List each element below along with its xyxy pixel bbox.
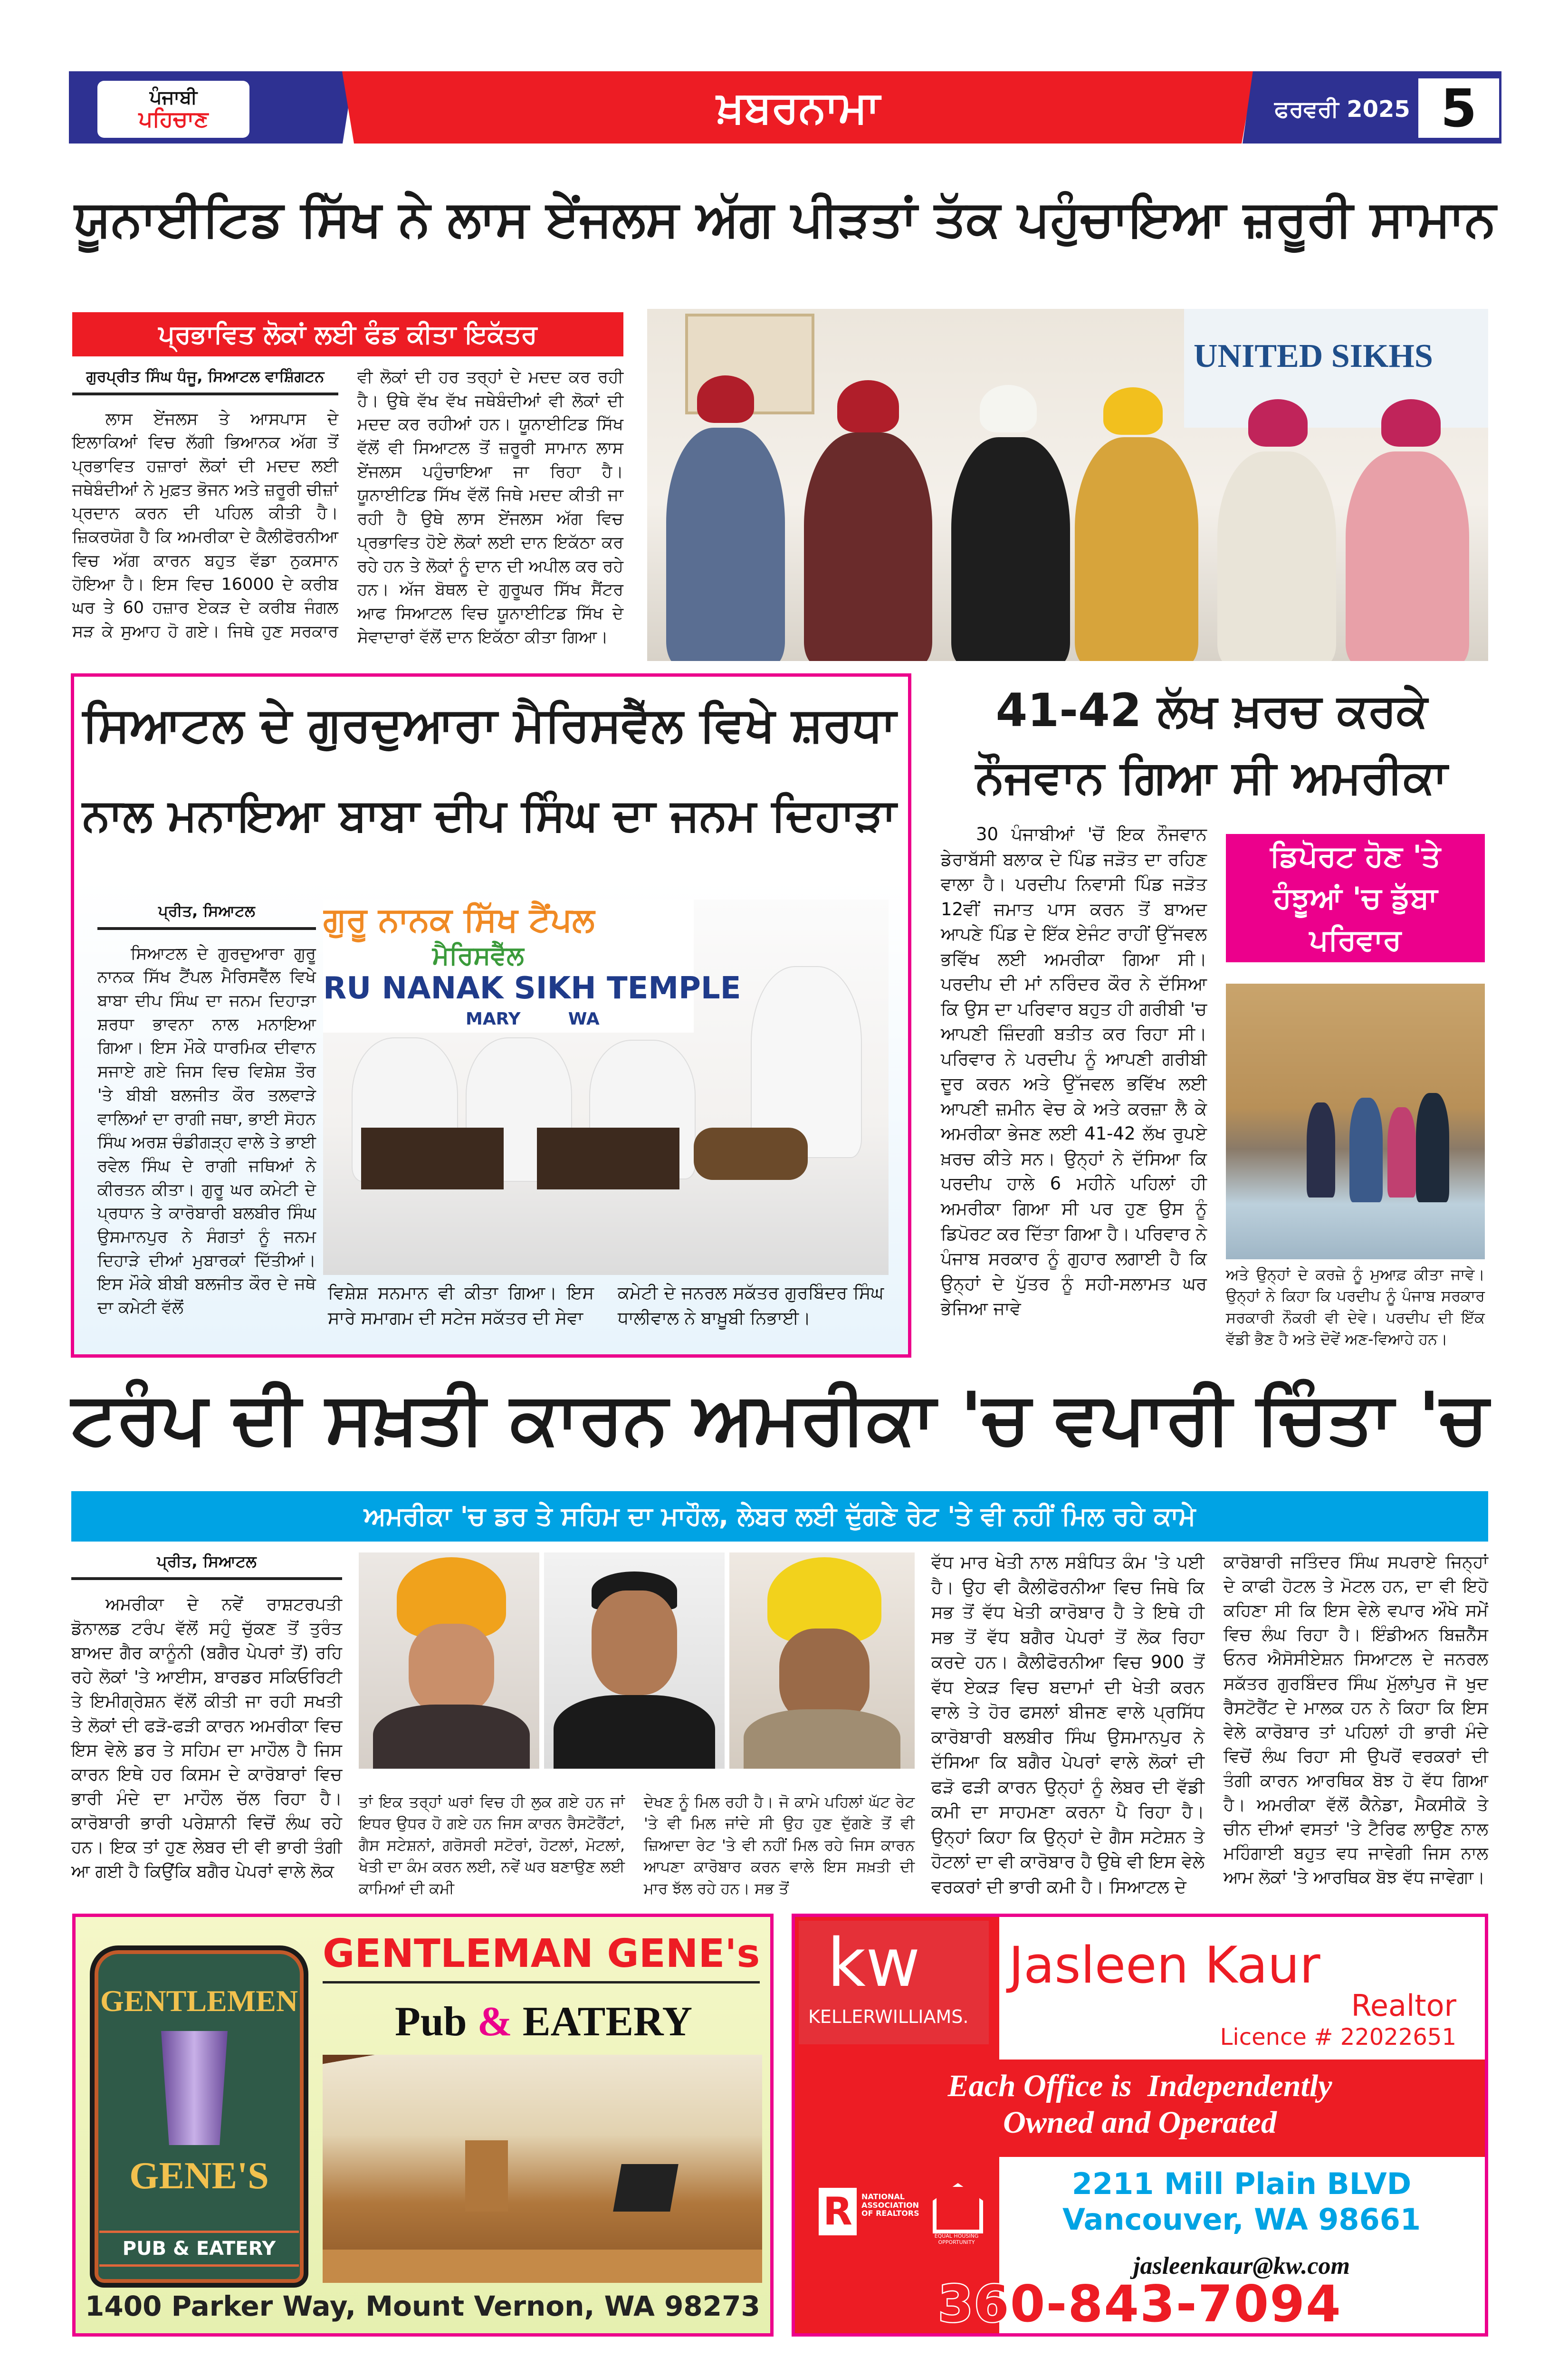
box-title-line1: ਡਿਪੋਰਟ ਹੋਣ 'ਤੇ xyxy=(1270,839,1441,873)
photo-sign-text: UNITED SIKHS xyxy=(1194,338,1433,374)
portrait-photo-1 xyxy=(359,1552,539,1769)
pub-title: GENTLEMAN GENE's xyxy=(323,1931,760,1983)
article2-body-right: ਕਮੇਟੀ ਦੇ ਜਨਰਲ ਸਕੱਤਰ ਗੁਰਬਿੰਦਰ ਸਿੰਘ ਧਾਲੀਵਾਲ ਨੇ ਬਾਖ਼ੂਬੀ ਨਿਭਾਈ। xyxy=(618,1283,884,1328)
tagline-line1: Each Office is Independently xyxy=(947,2069,1332,2103)
box-title-line3: ਪਰਿਵਾਰ xyxy=(1309,922,1402,957)
portrait-photo-2 xyxy=(544,1552,725,1769)
article4-col1 xyxy=(71,1550,342,1902)
pub-address: 1400 Parker Way, Mount Vernon, WA 98273 xyxy=(85,2290,760,2322)
realtor-email[interactable]: jasleenkaur@kw.com xyxy=(1133,2252,1350,2280)
issue-date: ਫਰਵਰੀ 2025 xyxy=(1274,96,1410,123)
tagline-line2: Owned and Operated xyxy=(1003,2105,1277,2140)
article1-text xyxy=(72,366,623,661)
article4-body-col2b: ਦੇਖਣ ਨੂੰ ਮਿਲ ਰਹੀ ਹੈ। ਜੋ ਕਾਮੇ ਪਹਿਲਾਂ ਘੱਟ ਰੇਟ 'ਤੇ ਵੀ ਮਿਲ ਜਾਂਦੇ ਸੀ ਉਹ ਹੁਣ ਦੁੱਗਣੇ ਤੋਂ ਵੀ ਜ਼ਿਆਦਾ ਰੇਟ 'ਤੇ ਵੀ ਨਹੀਂ ਮਿਲ ਰਹੇ ਜਿਸ ਕਾਰਨ ਆਪਣਾ ਕਾਰੋਬਾਰ ਕਰਨ ਵਾਲੇ ਇਸ ਸਖ਼ਤੀ ਦੀ ਮਾਰ ਝੱਲ ਰਹੇ ਹਨ। ਸਭ ਤੋਂ xyxy=(644,1793,915,1897)
pub-interior-photo xyxy=(323,2055,762,2283)
address-line1: 2211 Mill Plain BLVD xyxy=(1071,2166,1412,2201)
article3-box-title xyxy=(1226,834,1485,962)
article4-body-col3: ਵੱਧ ਮਾਰ ਖੇਤੀ ਨਾਲ ਸਬੰਧਿਤ ਕੰਮ 'ਤੇ ਪਈ ਹੈ। ਉਹ ਵੀ ਕੈਲੀਫੋਰਨੀਆ ਵਿਚ ਜਿਥੇ ਕਿ ਸਭ ਤੋਂ ਵੱਧ ਖੇਤੀ ਕਾਰੋਬਾਰ ਹੈ ਤੇ ਇਥੇ ਹੀ ਸਭ ਤੋਂ ਵੱਧ ਬਗੈਰ ਪੇਪਰਾਂ ਤੋਂ ਲੋਕ ਰਿਹਾ ਕਰਦੇ ਹਨ। ਕੈਲੀਫੋਰਨੀਆ ਵਿਚ 900 ਤੋਂ ਵੱਧ ਏਕੜ ਵਿਚ ਬਦਾਮਾਂ ਦੀ ਖੇਤੀ ਕਰਨ ਵਾਲੇ ਤੇ ਹੋਰ ਫਸਲਾਂ ਬੀਜਣ ਵਾਲੇ ਪ੍ਰਸਿੱਧ ਕਾਰੋਬਾਰੀ ਬਲਬੀਰ ਸਿੰਘ ਉਸਮਾਨਪੁਰ ਨੇ ਦੱਸਿਆ ਕਿ ਬਗੈਰ ਪੇਪਰਾਂ ਵਾਲੇ ਲੋਕਾਂ ਦੀ ਫੜੋ ਫੜੀ ਕਾਰਨ ਉਨ੍ਹਾਂ ਨੂੰ ਲੇਬਰ ਦੀ ਵੱਡੀ ਕਮੀ ਦਾ ਸਾਹਮਣਾ ਕਰਨਾ ਪੈ ਰਿਹਾ ਹੈ। ਉਨ੍ਹਾਂ ਕਿਹਾ ਕਿ ਉਨ੍ਹਾਂ ਦੇ ਗੈਸ ਸਟੇਸ਼ਨ ਤੇ ਹੋਟਲਾਂ ਦਾ ਵੀ ਕਾਰੋਬਾਰ ਹੈ ਉਥੇ ਵੀ ਇਸ ਵੇਲੇ ਵਰਕਰਾਂ ਦੀ ਭਾਰੀ ਕਮੀ ਹੈ। ਸਿਆਟਲ ਦੇ xyxy=(931,1552,1205,1897)
article3-body-right: ਅਤੇ ਉਨ੍ਹਾਂ ਦੇ ਕਰਜ਼ੇ ਨੂੰ ਮੁਆਫ਼ ਕੀਤਾ ਜਾਵੇ। ਉਨ੍ਹਾਂ ਨੇ ਕਿਹਾ ਕਿ ਪਰਦੀਪ ਨੂੰ ਪੰਜਾਬ ਸਰਕਾਰ ਸਰਕਾਰੀ ਨੌਕਰੀ ਵੀ ਦੇਵੇ। ਪਰਦੀਪ ਦੀ ਇੱਕ ਵੱਡੀ ਭੈਣ ਹੈ ਅਤੇ ਦੋਵੇਂ ਅਣ-ਵਿਆਹੇ ਹਨ। xyxy=(1226,1265,1485,1349)
pub-subtitle-amp: & xyxy=(477,1999,512,2045)
beer-glass-icon xyxy=(161,2031,228,2145)
realtor-title: Realtor xyxy=(1351,1988,1456,2023)
nar-text: NATIONAL ASSOCIATION OF REALTORS xyxy=(861,2192,919,2218)
section-title: ਖ਼ਬਰਨਾਮਾ xyxy=(717,81,880,133)
article2-text-left xyxy=(97,901,316,1350)
eho-text: EQUAL HOUSING OPPORTUNITY xyxy=(934,2233,979,2245)
article2-body-mid: ਵਿਸ਼ੇਸ਼ ਸਨਮਾਨ ਵੀ ਕੀਤਾ ਗਿਆ। ਇਸ ਸਾਰੇ ਸਮਾਗਮ ਦੀ ਸਟੇਜ ਸਕੱਤਰ ਦੀ ਸੇਵਾ xyxy=(328,1283,594,1328)
photo-sign-gurmukhi: ਗੁਰੂ ਨਾਨਕ ਸਿੱਖ ਟੈਂਪਲ xyxy=(323,900,595,939)
ad-gentleman-genes[interactable] xyxy=(72,1914,774,2337)
pub-subtitle-pub: Pub xyxy=(394,1999,467,2045)
article4-subhead: ਅਮਰੀਕਾ 'ਚ ਡਰ ਤੇ ਸਹਿਮ ਦਾ ਮਾਹੌਲ, ਲੇਬਰ ਲਈ ਦੁੱਗਣੇ ਰੇਟ 'ਤੇ ਵੀ ਨਹੀਂ ਮਿਲ ਰਹੇ ਕਾਮੇ xyxy=(71,1491,1488,1542)
photo-sign-english: RU NANAK SIKH TEMPLE xyxy=(323,971,741,1006)
kw-logo-mark: kw xyxy=(827,1925,920,2002)
realtor-name: Jasleen Kaur xyxy=(1009,1936,1320,1994)
equal-housing-icon xyxy=(933,2183,983,2233)
article4-body-col1: ਅਮਰੀਕਾ ਦੇ ਨਵੇਂ ਰਾਸ਼ਟਰਪਤੀ ਡੋਨਾਲਡ ਟਰੰਪ ਵੱਲੋਂ ਸਹੁੰ ਚੁੱਕਣ ਤੋਂ ਤੁਰੰਤ ਬਾਅਦ ਗੈਰ ਕਾਨੂੰਨੀ (ਬਗੈਰ ਪੇਪਰਾਂ ਤੋਂ) ਰਹਿ ਰਹੇ ਲੋਕਾਂ 'ਤੇ ਆਈਸ, ਬਾਰਡਰ ਸਕਿਓਰਿਟੀ ਤੇ ਇਮੀਗ੍ਰੇਸ਼ਨ ਵੱਲੋਂ ਕੀਤੀ ਜਾ ਰਹੀ ਸਖਤੀ ਤੇ ਲੋਕਾਂ ਦੀ ਫੜੋ-ਫੜੀ ਕਾਰਨ ਅਮਰੀਕਾ ਵਿਚ ਇਸ ਵੇਲੇ ਡਰ ਤੇ ਸਹਿਮ ਦਾ ਮਾਹੌਲ ਹੈ ਜਿਸ ਕਾਰਨ ਇਥੇ ਹਰ ਕਿਸਮ ਦੇ ਕਾਰੋਬਾਰਾਂ ਵਿਚ ਭਾਰੀ ਮੰਦੇ ਦਾ ਮਾਹੌਲ ਚੱਲ ਰਿਹਾ ਹੈ। ਕਾਰੋਬਾਰੀ ਭਾਰੀ ਪਰੇਸ਼ਾਨੀ ਵਿਚੋਂ ਲੰਘ ਰਹੇ ਹਨ। ਇਕ ਤਾਂ ਹੁਣ ਲੇਬਰ ਦੀ ਵੀ ਭਾਰੀ ਤੰਗੀ ਆ ਗਈ ਹੈ ਕਿਉਂਕਿ ਬਗੈਰ ਪੇਪਰਾਂ ਵਾਲੇ ਲੋਕ xyxy=(71,1595,342,1882)
article2-byline: ਪ੍ਰੀਤ, ਸਿਆਟਲ xyxy=(97,901,316,930)
photo-sign-gurmukhi-2: ਮੈਰਿਸਵੈੱਲ xyxy=(432,940,524,970)
pub-sign-bottom: GENE'S xyxy=(129,2155,269,2197)
article2-headline-line2: ਨਾਲ ਮਨਾਇਆ ਬਾਬਾ ਦੀਪ ਸਿੰਘ ਦਾ ਜਨਮ ਦਿਹਾੜਾ xyxy=(82,789,897,841)
article3-photo xyxy=(1226,984,1485,1259)
portrait-photo-3 xyxy=(729,1552,915,1769)
realtor-licence: Licence # 22022651 xyxy=(1220,2024,1456,2050)
article4-body-col4: ਕਾਰੋਬਾਰੀ ਜਤਿੰਦਰ ਸਿੰਘ ਸਪਰਾਏ ਜਿਨ੍ਹਾਂ ਦੇ ਕਾਫੀ ਹੋਟਲ ਤੇ ਮੋਟਲ ਹਨ, ਦਾ ਵੀ ਇਹੋ ਕਹਿਣਾ ਸੀ ਕਿ ਇਸ ਵੇਲੇ ਵਪਾਰ ਔਖੇ ਸਮੇਂ ਵਿਚ ਲੰਘ ਰਿਹਾ ਹੈ। ਇੰਡੀਅਨ ਬਿਜ਼ਨੈੱਸ ਓਨਰ ਐਸੋਸੀਏਸ਼ਨ ਸਿਆਟਲ ਦੇ ਜਨਰਲ ਸਕੱਤਰ ਗੁਰਬਿੰਦਰ ਸਿੰਘ ਮੁੱਲਾਂਪੁਰ ਜੋ ਖੁਦ ਰੈਸਟੋਰੈਂਟ ਦੇ ਮਾਲਕ ਹਨ ਨੇ ਕਿਹਾ ਕਿ ਇਸ ਵੇਲੇ ਕਾਰੋਬਾਰ ਤਾਂ ਪਹਿਲਾਂ ਹੀ ਭਾਰੀ ਮੰਦੇ ਵਿਚੋਂ ਲੰਘ ਰਿਹਾ ਸੀ ਉਪਰੋਂ ਵਰਕਰਾਂ ਦੀ ਤੰਗੀ ਕਾਰਨ ਆਰਥਿਕ ਬੋਝ ਹੋ ਵੱਧ ਗਿਆ ਹੈ। ਅਮਰੀਕਾ ਵੱਲੋਂ ਕੈਨੇਡਾ, ਮੈਕਸੀਕੋ ਤੇ ਚੀਨ ਦੀਆਂ ਵਸਤਾਂ 'ਤੇ ਟੈਰਿਫ ਲਾਉਣ ਨਾਲ ਮਹਿੰਗਾਈ ਬਹੁਤ ਵਧ ਜਾਵੇਗੀ ਜਿਸ ਨਾਲ ਆਮ ਲੋਕਾਂ 'ਤੇ ਆਰਥਿਕ ਬੋਝ ਵੱਧ ਜਾਵੇਗਾ। xyxy=(1224,1552,1488,1888)
photo-sign-english-2: MARY WA xyxy=(466,1009,600,1029)
pub-subtitle xyxy=(327,1998,760,2046)
address-line2: Vancouver, WA 98661 xyxy=(1062,2202,1421,2237)
article1-body: ਲਾਸ ਏਂਜਲਸ ਤੇ ਆਸਪਾਸ ਦੇ ਇਲਾਕਿਆਂ ਵਿਚ ਲੱਗੀ ਭਿਆਨਕ ਅੱਗ ਤੋਂ ਪ੍ਰਭਾਵਿਤ ਹਜ਼ਾਰਾਂ ਲੋਕਾਂ ਦੀ ਮਦਦ ਲਈ ਜਥੇਬੰਦੀਆਂ ਨੇ ਮੁਫ਼ਤ ਭੋਜਨ ਅਤੇ ਜ਼ਰੂਰੀ ਚੀਜ਼ਾਂ ਪ੍ਰਦਾਨ ਕਰਨ ਦੀ ਪਹਿਲ ਕੀਤੀ ਹੈ। ਜ਼ਿਕਰਯੋਗ ਹੈ ਕਿ ਅਮਰੀਕਾ ਦੇ ਕੈਲੀਫੋਰਨੀਆ ਵਿਚ ਅੱਗ ਕਾਰਨ ਬਹੁਤ ਵੱਡਾ ਨੁਕਸਾਨ ਹੋਇਆ ਹੈ। ਇਸ ਵਿਚ 16000 ਦੇ ਕਰੀਬ ਘਰ ਤੇ 60 ਹਜ਼ਾਰ ਏਕੜ ਦੇ ਕਰੀਬ ਜੰਗਲ ਸੜ ਕੇ ਸੁਆਹ ਹੋ ਗਏ। ਜਿਥੇ ਹੁਣ ਸਰਕਾਰ ਵੀ ਲੋਕਾਂ ਦੀ ਹਰ ਤਰ੍ਹਾਂ ਦੇ ਮਦਦ ਕਰ ਰਹੀ ਹੈ। ਉਥੇ ਵੱਖ ਵੱਖ ਜਥੇਬੰਦੀਆਂ ਵੀ ਲੋਕਾਂ ਦੀ ਮਦਦ ਕਰ ਰਹੀਆਂ ਹਨ। ਯੂਨਾਈਟਿਡ ਸਿੱਖ ਵੱਲੋਂ ਵੀ ਸਿਆਟਲ ਤੋਂ ਜ਼ਰੂਰੀ ਸਾਮਾਨ ਲਾਸ ਏਂਜਲਸ ਪਹੁੰਚਾਇਆ ਜਾ ਰਿਹਾ ਹੈ। ਯੂਨਾਈਟਿਡ ਸਿੱਖ ਵੱਲੋਂ ਜਿਥੇ ਮਦਦ ਕੀਤੀ ਜਾ ਰਹੀ ਹੈ ਉਥੇ ਲਾਸ ਏਂਜਲਸ ਅੱਗ ਵਿਚ ਪ੍ਰਭਾਵਿਤ ਹੋਏ ਲੋਕਾਂ ਲਈ ਦਾਨ ਇਕੱਠਾ ਕਰ ਰਹੇ ਹਨ ਤੇ ਲੋਕਾਂ ਨੂੰ ਦਾਨ ਦੀ ਅਪੀਲ ਕਰ ਰਹੇ ਹਨ। ਅੱਜ ਬੋਥਲ ਦੇ ਗੁਰੂਘਰ ਸਿੱਖ ਸੈਂਟਰ ਆਫ ਸਿਆਟਲ ਵਿਚ ਯੂਨਾਈਟਿਡ ਸਿੱਖ ਦੇ ਸੇਵਾਦਾਰਾਂ ਵੱਲੋਂ ਦਾਨ ਇਕੱਠਾ ਕੀਤਾ ਗਿਆ। xyxy=(72,368,623,647)
logo-line2: ਪਹਿਚਾਣ xyxy=(138,105,209,132)
pub-sign-top: GENTLEMEN xyxy=(100,1984,298,2018)
article3-body-left: 30 ਪੰਜਾਬੀਆਂ 'ਚੋਂ ਇਕ ਨੌਜਵਾਨ ਡੇਰਾਬੱਸੀ ਬਲਾਕ ਦੇ ਪਿੰਡ ਜੜੋਤ ਦਾ ਰਹਿਣ ਵਾਲਾ ਹੈ। ਪਰਦੀਪ ਨਿਵਾਸੀ ਪਿੰਡ ਜੜੋਤ 12ਵੀਂ ਜਮਾਤ ਪਾਸ ਕਰਨ ਤੋਂ ਬਾਅਦ ਆਪਣੇ ਪਿੰਡ ਦੇ ਇੱਕ ਏਜੰਟ ਰਾਹੀਂ ਉੱਜਵਲ ਭਵਿੱਖ ਲਈ ਅਮਰੀਕਾ ਗਿਆ ਸੀ। ਪਰਦੀਪ ਦੀ ਮਾਂ ਨਰਿੰਦਰ ਕੌਰ ਨੇ ਦੱਸਿਆ ਕਿ ਉਸ ਦਾ ਪਰਿਵਾਰ ਬਹੁਤ ਹੀ ਗਰੀਬੀ 'ਚ ਆਪਣੀ ਜ਼ਿੰਦਗੀ ਬਤੀਤ ਕਰ ਰਿਹਾ ਸੀ। ਪਰਿਵਾਰ ਨੇ ਪਰਦੀਪ ਨੂੰ ਆਪਣੀ ਗਰੀਬੀ ਦੂਰ ਕਰਨ ਅਤੇ ਉੱਜਵਲ ਭਵਿੱਖ ਲਈ ਆਪਣੀ ਜ਼ਮੀਨ ਵੇਚ ਕੇ ਅਤੇ ਕਰਜ਼ਾ ਲੈ ਕੇ ਅਮਰੀਕਾ ਭੇਜਣ ਲਈ 41-42 ਲੱਖ ਰੁਪਏ ਖ਼ਰਚ ਕੀਤੇ ਸਨ। ਉਨ੍ਹਾਂ ਨੇ ਦੱਸਿਆ ਕਿ ਪਰਦੀਪ ਹਾਲੇ 6 ਮਹੀਨੇ ਪਹਿਲਾਂ ਹੀ ਅਮਰੀਕਾ ਗਿਆ ਸੀ ਪਰ ਹੁਣ ਉਸ ਨੂੰ ਡਿਪੋਰਟ ਕਰ ਦਿੱਤਾ ਗਿਆ ਹੈ। ਪਰਿਵਾਰ ਨੇ ਪੰਜਾਬ ਸਰਕਾਰ ਨੂੰ ਗੁਹਾਰ ਲਗਾਈ ਹੈ ਕਿ ਉਨ੍ਹਾਂ ਦੇ ਪੁੱਤਰ ਨੂੰ ਸਹੀ-ਸਲਾਮਤ ਘਰ ਭੇਜਿਆ ਜਾਵੇ xyxy=(941,824,1207,1319)
box-title-line2: ਹੰਝੂਆਂ 'ਚ ਡੁੱਬਾ xyxy=(1273,881,1438,915)
pub-sign xyxy=(90,1945,308,2288)
article1-headline: ਯੂਨਾਈਟਿਡ ਸਿੱਖ ਨੇ ਲਾਸ ਏਂਜਲਸ ਅੱਗ ਪੀੜਤਾਂ ਤੱਕ ਪਹੁੰਚਾਇਆ ਜ਼ਰੂਰੀ ਸਾਮਾਨ xyxy=(74,190,1496,248)
article4-headline: ਟਰੰਪ ਦੀ ਸਖ਼ਤੀ ਕਾਰਨ ਅਮਰੀਕਾ 'ਚ ਵਪਾਰੀ ਚਿੰਤਾ 'ਚ xyxy=(71,1377,1488,1460)
ad-keller-williams[interactable] xyxy=(792,1914,1488,2337)
realtor-badges xyxy=(814,2174,994,2259)
article4-byline: ਪ੍ਰੀਤ, ਸਿਆਟਲ xyxy=(71,1550,342,1580)
kw-logo-text: KELLERWILLIAMS. xyxy=(808,2006,969,2027)
article3-headline-line1: 41-42 ਲੱਖ ਖ਼ਰਚ ਕਰਕੇ xyxy=(995,684,1428,737)
article1-subhead: ਪ੍ਰਭਾਵਿਤ ਲੋਕਾਂ ਲਈ ਫੰਡ ਕੀਤਾ ਇਕੱਤਰ xyxy=(72,312,623,356)
pub-subtitle-eatery: EATERY xyxy=(522,1999,693,2045)
page-number: 5 xyxy=(1418,78,1499,138)
article2-body-left: ਸਿਆਟਲ ਦੇ ਗੁਰਦੁਆਰਾ ਗੁਰੂ ਨਾਨਕ ਸਿੱਖ ਟੈਂਪਲ ਮੈਰਿਸਵੈੱਲ ਵਿਖੇ ਬਾਬਾ ਦੀਪ ਸਿੰਘ ਦਾ ਜਨਮ ਦਿਹਾੜਾ ਸ਼ਰਧਾ ਭਾਵਨਾ ਨਾਲ ਮਨਾਇਆ ਗਿਆ। ਇਸ ਮੌਕੇ ਧਾਰਮਿਕ ਦੀਵਾਨ ਸਜਾਏ ਗਏ ਜਿਸ ਵਿਚ ਵਿਸ਼ੇਸ਼ ਤੌਰ 'ਤੇ ਬੀਬੀ ਬਲਜੀਤ ਕੌਰ ਤਲਵਾੜੇ ਵਾਲਿਆਂ ਦਾ ਰਾਗੀ ਜਥਾ, ਭਾਈ ਸੋਹਨ ਸਿੰਘ ਅਰਸ਼ ਚੰਡੀਗੜ੍ਹ ਵਾਲੇ ਤੇ ਭਾਈ ਰਵੇਲ ਸਿੰਘ ਦੇ ਰਾਗੀ ਜਥਿਆਂ ਨੇ ਕੀਰਤਨ ਕੀਤਾ। ਗੁਰੂ ਘਰ ਕਮੇਟੀ ਦੇ ਪ੍ਰਧਾਨ ਤੇ ਕਾਰੋਬਾਰੀ ਬਲਬੀਰ ਸਿੰਘ ਉਸਮਾਨਪੁਰ ਨੇ ਸੰਗਤਾਂ ਨੂੰ ਜਨਮ ਦਿਹਾੜੇ ਦੀਆਂ ਮੁਬਾਰਕਾਂ ਦਿੱਤੀਆਂ। ਇਸ ਮੌਕੇ ਬੀਬੀ ਬਲਜੀਤ ਕੌਰ ਦੇ ਜਥੇ ਦਾ ਕਮੇਟੀ ਵੱਲੋਂ xyxy=(97,944,316,1318)
pub-sign-tag: PUB & EATERY xyxy=(99,2231,299,2267)
realtor-name-panel xyxy=(999,1917,1485,2060)
logo-line1: ਪੰਜਾਬੀ xyxy=(149,86,198,108)
realtor-phone[interactable]: 360-843-7094 xyxy=(938,2275,1342,2333)
kw-logo xyxy=(799,1921,989,2044)
newspaper-logo[interactable] xyxy=(97,81,249,138)
article2-headline-line1: ਸਿਆਟਲ ਦੇ ਗੁਰਦੁਆਰਾ ਮੈਰਿਸਵੈੱਲ ਵਿਖੇ ਸ਼ਰਧਾ xyxy=(83,697,896,752)
article1-photo xyxy=(647,309,1488,661)
article4-body-col2a: ਤਾਂ ਇਕ ਤਰ੍ਹਾਂ ਘਰਾਂ ਵਿਚ ਹੀ ਲੁਕ ਗਏ ਹਨ ਜਾਂ ਇਧਰ ਉਧਰ ਹੋ ਗਏ ਹਨ ਜਿਸ ਕਾਰਨ ਰੈਸਟੋਰੈਂਟਾਂ, ਗੈਸ ਸਟੇਸ਼ਨਾਂ, ਗਰੋਸਰੀ ਸਟੋਰਾਂ, ਹੋਟਲਾਂ, ਮੋਟਲਾਂ, ਖੇਤੀ ਦਾ ਕੰਮ ਕਰਨ ਲਈ, ਨਵੇਂ ਘਰ ਬਣਾਉਣ ਲਈ ਕਾਮਿਆਂ ਦੀ ਕਮੀ xyxy=(359,1793,625,1897)
article1-byline: ਗੁਰਪ੍ਰੀਤ ਸਿੰਘ ਧੰਜੂ, ਸਿਆਟਲ ਵਾਸ਼ਿੰਗਟਨ xyxy=(72,366,338,395)
article3-headline-line2: ਨੌਜਵਾਨ ਗਿਆ ਸੀ ਅਮਰੀਕਾ xyxy=(975,750,1448,804)
realtor-r-icon: R xyxy=(819,2188,857,2235)
article2-photo xyxy=(323,900,889,1275)
